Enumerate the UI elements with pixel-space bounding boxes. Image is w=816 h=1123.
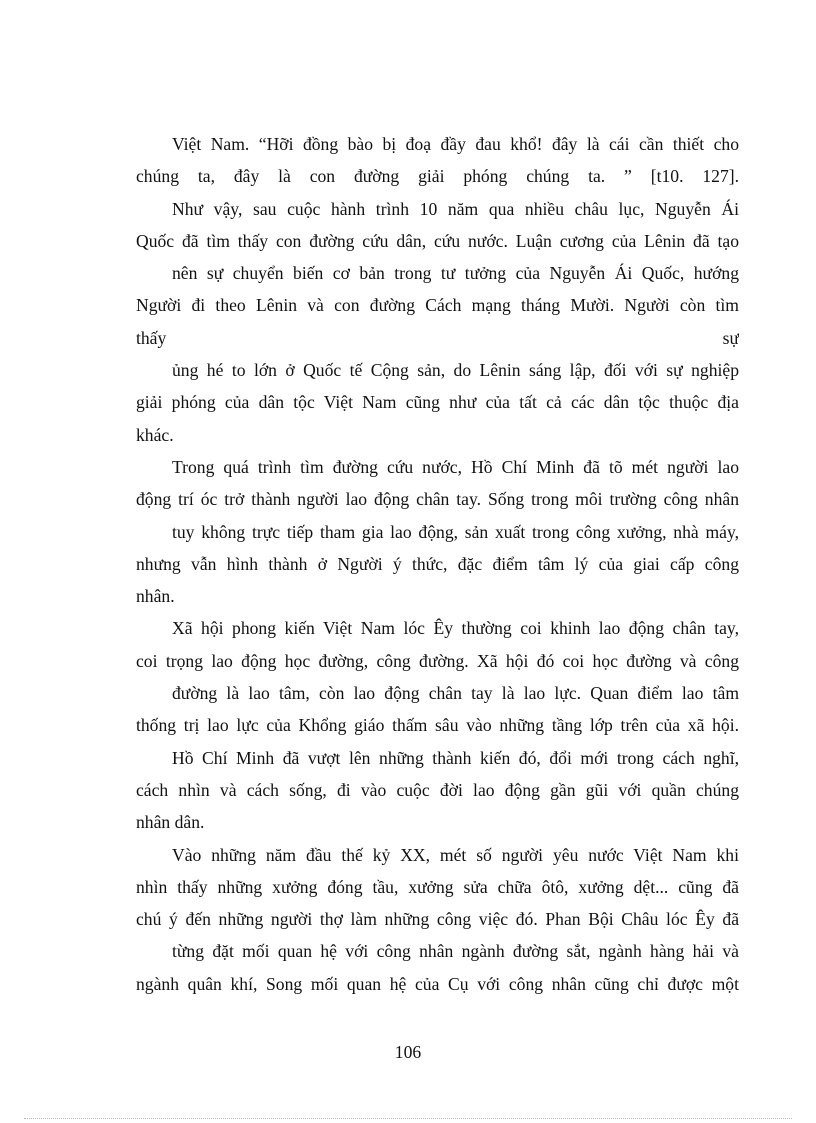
text-line: chúng ta, đây là con đường giải phóng chúng ta. ” [t10. 127]. <box>136 166 739 187</box>
text-line: Vào những năm đầu thế kỷ XX, mét số người yêu nước Việt Nam khi <box>172 844 739 865</box>
text-line: nhân dân. <box>136 812 205 833</box>
text-line: Việt Nam. “Hỡi đồng bào bị đoạ đầy đau khổ! đây là cái cần thiết cho <box>172 134 739 154</box>
text-line: động trí óc trở thành người lao động chân tay. Sống trong môi trường công nhân <box>136 489 739 510</box>
body-text <box>136 128 739 1000</box>
page-bottom-border <box>24 1118 792 1119</box>
text-line: coi trọng lao động học đường, công đường. Xã hội đó coi học đường và công <box>136 650 739 671</box>
text-line: Xã hội phong kiến Việt Nam lóc Êy thường coi khinh lao động chân tay, <box>172 618 739 639</box>
text-line: từng đặt mối quan hệ với công nhân ngành đường sắt, ngành hàng hải và <box>172 941 739 962</box>
text-line: Người đi theo Lênin và con đường Cách mạng tháng Mười. Người còn tìm <box>136 295 739 316</box>
text-line: thấy sự <box>136 327 739 348</box>
text-line: nhưng vẫn hình thành ở Người ý thức, đặc điểm tâm lý của giai cấp công <box>136 553 739 574</box>
text-line: tuy không trực tiếp tham gia lao động, sản xuất trong công xưởng, nhà máy, <box>172 521 739 542</box>
text-line: thống trị lao lực của Khổng giáo thấm sâu vào những tầng lớp trên của xã hội. <box>136 715 739 736</box>
text-line: nhìn thấy những xưởng đóng tầu, xưởng sửa chữa ôtô, xưởng dệt... cũng đã <box>136 876 739 897</box>
text-line: ngành quân khí, Song mối quan hệ của Cụ với công nhân cũng chỉ được một <box>136 973 739 994</box>
text-line: khác. <box>136 424 174 445</box>
text-line: Hồ Chí Minh đã vượt lên những thành kiến đó, đổi mới trong cách nghĩ, <box>172 747 739 768</box>
text-line: nên sự chuyển biến cơ bản trong tư tưởng của Nguyễn Ái Quốc, hướng <box>172 263 739 284</box>
text-line: cách nhìn và cách sống, đi vào cuộc đời lao động gần gũi với quần chúng <box>136 779 739 800</box>
text-line: chú ý đến những người thợ làm những công việc đó. Phan Bội Châu lóc Êy đã <box>136 909 739 930</box>
text-line: Như vậy, sau cuộc hành trình 10 năm qua nhiều châu lục, Nguyễn Ái <box>172 198 739 219</box>
text-line: Trong quá trình tìm đường cứu nước, Hồ Chí Minh đã tõ mét người lao <box>172 456 739 477</box>
text-line: giải phóng của dân tộc Việt Nam cũng như của tất cả các dân tộc thuộc địa <box>136 392 739 413</box>
text-line: ủng hé to lớn ở Quốc tế Cộng sản, do Lênin sáng lập, đối với sự nghiệp <box>172 360 739 381</box>
text-line: đường là lao tâm, còn lao động chân tay là lao lực. Quan điểm lao tâm <box>172 683 739 704</box>
page-number: 106 <box>394 1042 422 1062</box>
text-line: nhân. <box>136 586 175 607</box>
text-line: Quốc đã tìm thấy con đường cứu dân, cứu nước. Luận cương của Lênin đã tạo <box>136 230 739 251</box>
